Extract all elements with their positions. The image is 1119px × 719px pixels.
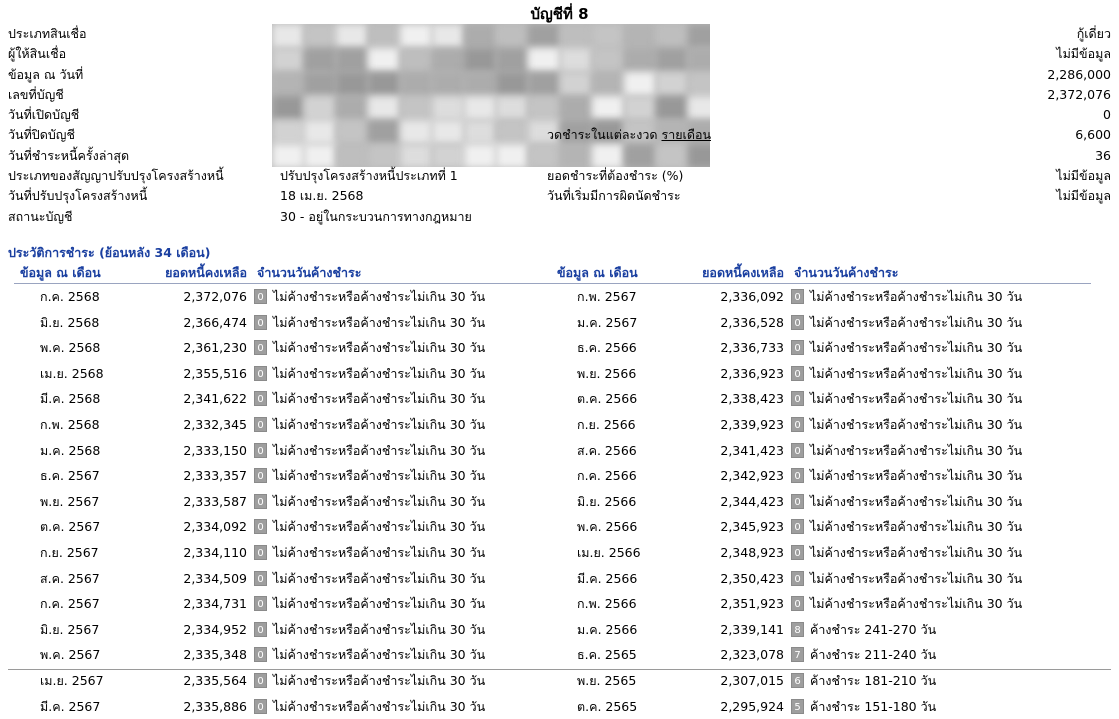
cell-overdue-status: ไม่ค้างชำระหรือค้างชำระไม่เกิน 30 วัน [810, 540, 1022, 566]
info-middle-value: 18 เม.ย. 2568 [280, 186, 363, 206]
overdue-code-badge: 0 [791, 366, 804, 381]
cell-overdue-status: ค้างชำระ 181-210 วัน [810, 668, 936, 694]
overdue-code-badge: 0 [791, 545, 804, 560]
overdue-code-badge: 0 [254, 519, 267, 534]
info-secondary-label-text: วันที่เริ่มมีการผิดนัดชำระ [547, 188, 681, 203]
cell-overdue-status: ไม่ค้างชำระหรือค้างชำระไม่เกิน 30 วัน [273, 489, 485, 515]
info-label: ประเภทของสัญญาปรับปรุงโครงสร้างหนี้ [8, 166, 224, 186]
table-row [14, 617, 554, 643]
cell-overdue-status: ไม่ค้างชำระหรือค้างชำระไม่เกิน 30 วัน [273, 617, 485, 643]
cell-month: ส.ค. 2566 [577, 438, 637, 464]
table-row [551, 514, 1091, 540]
account-info-block [8, 24, 1111, 227]
cell-balance: 2,344,423 [684, 489, 784, 515]
cell-overdue-status: ค้างชำระ 151-180 วัน [810, 694, 936, 719]
overdue-code-badge: 0 [254, 622, 267, 637]
cell-month: เม.ย. 2567 [40, 668, 104, 694]
overdue-code-badge: 8 [791, 622, 804, 637]
table-row [14, 310, 554, 336]
cell-overdue-status: ไม่ค้างชำระหรือค้างชำระไม่เกิน 30 วัน [810, 386, 1022, 412]
overdue-code-badge: 0 [254, 443, 267, 458]
cell-overdue-status: ไม่ค้างชำระหรือค้างชำระไม่เกิน 30 วัน [810, 361, 1022, 387]
info-value: 0 [1103, 105, 1111, 125]
info-secondary-label [547, 125, 711, 145]
cell-month: ม.ค. 2568 [40, 438, 100, 464]
column-header-balance: ยอดหนี้คงเหลือ [147, 263, 247, 283]
cell-balance: 2,372,076 [147, 284, 247, 310]
overdue-code-badge: 0 [254, 366, 267, 381]
cell-balance: 2,336,528 [684, 310, 784, 336]
info-secondary-label-text: วดชำระในแต่ละงวด [547, 127, 658, 142]
cell-month: ธ.ค. 2566 [577, 335, 637, 361]
overdue-code-badge: 0 [254, 289, 267, 304]
overdue-code-badge: 0 [254, 647, 267, 662]
info-secondary-label [547, 166, 683, 186]
cell-overdue-status: ไม่ค้างชำระหรือค้างชำระไม่เกิน 30 วัน [273, 438, 485, 464]
table-row [14, 489, 554, 515]
cell-balance: 2,333,587 [147, 489, 247, 515]
overdue-code-badge: 0 [791, 417, 804, 432]
cell-overdue-status: ไม่ค้างชำระหรือค้างชำระไม่เกิน 30 วัน [273, 386, 485, 412]
page-title: บัญชีที่ 8 [0, 2, 1119, 26]
info-row [8, 105, 1111, 125]
table-row [551, 617, 1091, 643]
overdue-code-badge: 0 [791, 571, 804, 586]
table-row [551, 591, 1091, 617]
cell-balance: 2,355,516 [147, 361, 247, 387]
table-row [14, 284, 554, 310]
info-value: ไม่มีข้อมูล [1056, 186, 1111, 206]
column-header-balance: ยอดหนี้คงเหลือ [684, 263, 784, 283]
cell-month: ธ.ค. 2567 [40, 463, 100, 489]
table-row [14, 412, 554, 438]
info-label: วันที่เปิดบัญชี [8, 105, 79, 125]
info-value: ไม่มีข้อมูล [1056, 166, 1111, 186]
cell-balance: 2,334,092 [147, 514, 247, 540]
overdue-code-badge: 0 [791, 519, 804, 534]
cell-balance: 2,307,015 [684, 668, 784, 694]
info-value: 2,372,076 [1047, 85, 1111, 105]
cell-month: พ.ค. 2568 [40, 335, 100, 361]
info-value: กู้เดี่ยว [1077, 24, 1111, 44]
cell-balance: 2,336,733 [684, 335, 784, 361]
cell-overdue-status: ไม่ค้างชำระหรือค้างชำระไม่เกิน 30 วัน [273, 310, 485, 336]
cell-month: ก.พ. 2568 [40, 412, 100, 438]
cell-balance: 2,351,923 [684, 591, 784, 617]
overdue-code-badge: 0 [791, 340, 804, 355]
overdue-code-badge: 0 [254, 596, 267, 611]
cell-month: ส.ค. 2567 [40, 566, 100, 592]
cell-month: ก.พ. 2567 [577, 284, 637, 310]
footer-divider [8, 669, 1111, 670]
cell-overdue-status: ไม่ค้างชำระหรือค้างชำระไม่เกิน 30 วัน [273, 335, 485, 361]
cell-overdue-status: ไม่ค้างชำระหรือค้างชำระไม่เกิน 30 วัน [273, 694, 485, 719]
table-row [551, 335, 1091, 361]
cell-balance: 2,361,230 [147, 335, 247, 361]
table-row [14, 463, 554, 489]
info-label: เลขที่บัญชี [8, 85, 64, 105]
table-row [14, 540, 554, 566]
table-row [14, 694, 554, 719]
cell-overdue-status: ไม่ค้างชำระหรือค้างชำระไม่เกิน 30 วัน [273, 412, 485, 438]
info-value: ไม่มีข้อมูล [1056, 44, 1111, 64]
info-row [8, 125, 1111, 145]
cell-month: ธ.ค. 2565 [577, 642, 637, 668]
cell-month: พ.ค. 2566 [577, 514, 637, 540]
overdue-code-badge: 0 [254, 571, 267, 586]
info-row [8, 207, 1111, 227]
cell-balance: 2,295,924 [684, 694, 784, 719]
info-value: 36 [1095, 146, 1111, 166]
table-row [14, 361, 554, 387]
cell-overdue-status: ไม่ค้างชำระหรือค้างชำระไม่เกิน 30 วัน [810, 591, 1022, 617]
payment-history-heading: ประวัติการชำระ (ย้อนหลัง 34 เดือน) [8, 243, 210, 263]
table-row [551, 386, 1091, 412]
cell-balance: 2,335,886 [147, 694, 247, 719]
table-row [551, 284, 1091, 310]
table-row [551, 361, 1091, 387]
info-row [8, 166, 1111, 186]
cell-overdue-status: ค้างชำระ 241-270 วัน [810, 617, 936, 643]
info-row [8, 85, 1111, 105]
info-row [8, 24, 1111, 44]
info-secondary-label [547, 186, 681, 206]
info-label: ผู้ให้สินเชื่อ [8, 44, 66, 64]
table-row [551, 412, 1091, 438]
cell-month: มิ.ย. 2566 [577, 489, 636, 515]
cell-balance: 2,323,078 [684, 642, 784, 668]
cell-overdue-status: ไม่ค้างชำระหรือค้างชำระไม่เกิน 30 วัน [810, 438, 1022, 464]
cell-overdue-status: ไม่ค้างชำระหรือค้างชำระไม่เกิน 30 วัน [273, 361, 485, 387]
cell-month: ก.ค. 2566 [577, 463, 637, 489]
info-row [8, 146, 1111, 166]
cell-balance: 2,348,923 [684, 540, 784, 566]
overdue-code-badge: 0 [791, 468, 804, 483]
cell-balance: 2,335,564 [147, 668, 247, 694]
cell-month: มี.ค. 2566 [577, 566, 637, 592]
table-row [14, 591, 554, 617]
column-header-month: ข้อมูล ณ เดือน [20, 263, 101, 283]
cell-month: เม.ย. 2568 [40, 361, 104, 387]
table-row [14, 642, 554, 668]
info-value: 2,286,000 [1047, 65, 1111, 85]
payment-history-table-left [14, 263, 554, 719]
cell-month: ก.ย. 2566 [577, 412, 636, 438]
table-row [551, 694, 1091, 719]
overdue-code-badge: 5 [791, 699, 804, 714]
table-row [551, 463, 1091, 489]
overdue-code-badge: 0 [254, 315, 267, 330]
cell-balance: 2,334,952 [147, 617, 247, 643]
cell-month: มี.ค. 2568 [40, 386, 100, 412]
cell-balance: 2,341,622 [147, 386, 247, 412]
table-row [551, 566, 1091, 592]
cell-overdue-status: ไม่ค้างชำระหรือค้างชำระไม่เกิน 30 วัน [810, 335, 1022, 361]
cell-overdue-status: ไม่ค้างชำระหรือค้างชำระไม่เกิน 30 วัน [810, 463, 1022, 489]
cell-month: มิ.ย. 2567 [40, 617, 99, 643]
info-secondary-label-text: ยอดชำระที่ต้องชำระ (%) [547, 168, 683, 183]
info-label: วันที่ปรับปรุงโครงสร้างหนี้ [8, 186, 147, 206]
cell-balance: 2,332,345 [147, 412, 247, 438]
cell-balance: 2,333,357 [147, 463, 247, 489]
cell-overdue-status: ไม่ค้างชำระหรือค้างชำระไม่เกิน 30 วัน [810, 489, 1022, 515]
table-row [551, 438, 1091, 464]
cell-balance: 2,335,348 [147, 642, 247, 668]
overdue-code-badge: 0 [254, 673, 267, 688]
info-secondary-value: รายเดือน [662, 127, 712, 142]
table-row [14, 335, 554, 361]
overdue-code-badge: 0 [254, 494, 267, 509]
info-label: ข้อมูล ณ วันที่ [8, 65, 83, 85]
table-row [14, 514, 554, 540]
info-label: สถานะบัญชี [8, 207, 73, 227]
info-row [8, 186, 1111, 206]
table-row [14, 386, 554, 412]
cell-month: ต.ค. 2566 [577, 386, 637, 412]
cell-balance: 2,336,923 [684, 361, 784, 387]
overdue-code-badge: 0 [254, 468, 267, 483]
overdue-code-badge: 0 [254, 391, 267, 406]
overdue-code-badge: 0 [791, 596, 804, 611]
cell-balance: 2,334,509 [147, 566, 247, 592]
overdue-code-badge: 0 [254, 417, 267, 432]
info-row [8, 65, 1111, 85]
table-row [14, 438, 554, 464]
overdue-code-badge: 0 [791, 315, 804, 330]
info-value: 6,600 [1075, 125, 1111, 145]
cell-month: ต.ค. 2565 [577, 694, 637, 719]
cell-balance: 2,333,150 [147, 438, 247, 464]
cell-overdue-status: ไม่ค้างชำระหรือค้างชำระไม่เกิน 30 วัน [810, 566, 1022, 592]
overdue-code-badge: 0 [791, 289, 804, 304]
overdue-code-badge: 0 [791, 391, 804, 406]
cell-balance: 2,339,923 [684, 412, 784, 438]
column-header-month: ข้อมูล ณ เดือน [557, 263, 638, 283]
payment-history-table-right [551, 263, 1091, 719]
table-header-row [551, 263, 1091, 284]
overdue-code-badge: 0 [254, 545, 267, 560]
cell-month: ต.ค. 2567 [40, 514, 100, 540]
cell-overdue-status: ค้างชำระ 211-240 วัน [810, 642, 936, 668]
cell-month: มี.ค. 2567 [40, 694, 100, 719]
cell-month: พ.ย. 2567 [40, 489, 99, 515]
cell-balance: 2,334,110 [147, 540, 247, 566]
cell-month: เม.ย. 2566 [577, 540, 641, 566]
table-row [551, 642, 1091, 668]
overdue-code-badge: 0 [791, 494, 804, 509]
cell-month: ม.ค. 2566 [577, 617, 637, 643]
cell-overdue-status: ไม่ค้างชำระหรือค้างชำระไม่เกิน 30 วัน [273, 566, 485, 592]
cell-overdue-status: ไม่ค้างชำระหรือค้างชำระไม่เกิน 30 วัน [273, 540, 485, 566]
info-middle-value: ปรับปรุงโครงสร้างหนี้ประเภทที่ 1 [280, 166, 458, 186]
cell-balance: 2,342,923 [684, 463, 784, 489]
column-header-days-overdue: จำนวนวันค้างชำระ [257, 263, 361, 283]
cell-overdue-status: ไม่ค้างชำระหรือค้างชำระไม่เกิน 30 วัน [273, 642, 485, 668]
table-row [551, 668, 1091, 694]
cell-overdue-status: ไม่ค้างชำระหรือค้างชำระไม่เกิน 30 วัน [810, 284, 1022, 310]
cell-month: ก.ค. 2567 [40, 591, 100, 617]
table-row [551, 489, 1091, 515]
info-middle-value: 30 - อยู่ในกระบวนการทางกฎหมาย [280, 207, 472, 227]
table-row [551, 540, 1091, 566]
cell-overdue-status: ไม่ค้างชำระหรือค้างชำระไม่เกิน 30 วัน [273, 591, 485, 617]
overdue-code-badge: 0 [791, 443, 804, 458]
cell-month: พ.ย. 2566 [577, 361, 636, 387]
cell-balance: 2,339,141 [684, 617, 784, 643]
cell-balance: 2,336,092 [684, 284, 784, 310]
table-header-row [14, 263, 554, 284]
cell-overdue-status: ไม่ค้างชำระหรือค้างชำระไม่เกิน 30 วัน [273, 514, 485, 540]
cell-overdue-status: ไม่ค้างชำระหรือค้างชำระไม่เกิน 30 วัน [273, 463, 485, 489]
cell-month: ก.พ. 2566 [577, 591, 637, 617]
info-label: วันที่ปิดบัญชี [8, 125, 75, 145]
cell-month: ก.ย. 2567 [40, 540, 99, 566]
cell-balance: 2,338,423 [684, 386, 784, 412]
cell-overdue-status: ไม่ค้างชำระหรือค้างชำระไม่เกิน 30 วัน [810, 412, 1022, 438]
cell-month: พ.ค. 2567 [40, 642, 100, 668]
cell-balance: 2,341,423 [684, 438, 784, 464]
cell-month: ม.ค. 2567 [577, 310, 637, 336]
overdue-code-badge: 0 [254, 699, 267, 714]
table-row [14, 566, 554, 592]
cell-overdue-status: ไม่ค้างชำระหรือค้างชำระไม่เกิน 30 วัน [273, 284, 485, 310]
cell-month: ก.ค. 2568 [40, 284, 100, 310]
cell-overdue-status: ไม่ค้างชำระหรือค้างชำระไม่เกิน 30 วัน [810, 514, 1022, 540]
cell-month: พ.ย. 2565 [577, 668, 636, 694]
cell-balance: 2,334,731 [147, 591, 247, 617]
overdue-code-badge: 7 [791, 647, 804, 662]
info-label: ประเภทสินเชื่อ [8, 24, 87, 44]
cell-overdue-status: ไม่ค้างชำระหรือค้างชำระไม่เกิน 30 วัน [810, 310, 1022, 336]
cell-balance: 2,345,923 [684, 514, 784, 540]
table-row [14, 668, 554, 694]
info-row [8, 44, 1111, 64]
table-row [551, 310, 1091, 336]
overdue-code-badge: 0 [254, 340, 267, 355]
info-label: วันที่ชำระหนี้ครั้งล่าสุด [8, 146, 129, 166]
cell-balance: 2,350,423 [684, 566, 784, 592]
column-header-days-overdue: จำนวนวันค้างชำระ [794, 263, 898, 283]
cell-month: มิ.ย. 2568 [40, 310, 99, 336]
cell-overdue-status: ไม่ค้างชำระหรือค้างชำระไม่เกิน 30 วัน [273, 668, 485, 694]
overdue-code-badge: 6 [791, 673, 804, 688]
cell-balance: 2,366,474 [147, 310, 247, 336]
